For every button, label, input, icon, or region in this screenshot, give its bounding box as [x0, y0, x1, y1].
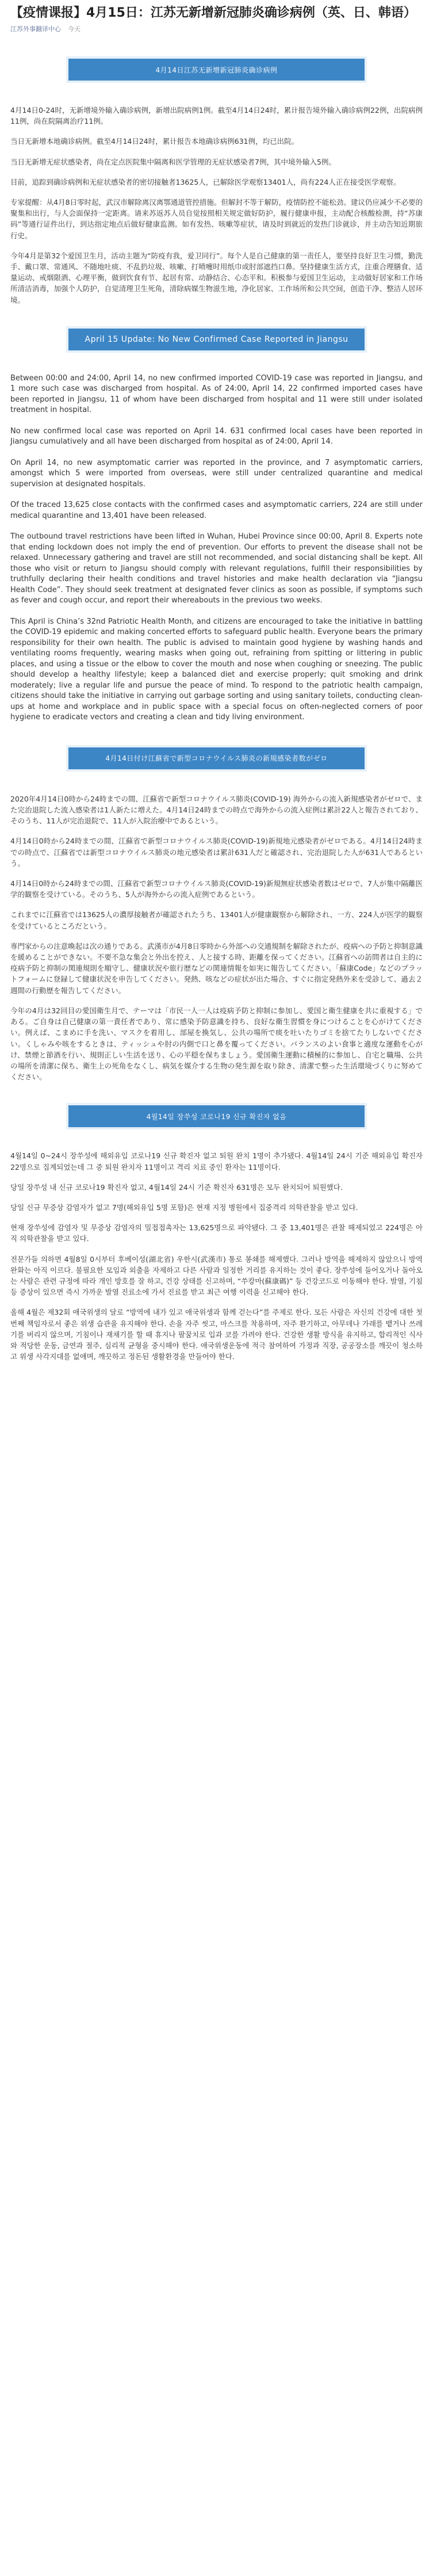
article-title: 【疫情课报】4月15日：江苏无新增新冠肺炎确诊病例（英、日、韩语）: [10, 6, 416, 20]
paragraph: 当日无新增本地确诊病例。截至4月14日24时，累计报告本地确诊病例631例，均已出院。: [10, 137, 299, 146]
paragraph: On April 14, no new asymptomatic carrier was reported in the province, and 7 asymptomatic carriers, amongst which 5 were imported from overseas, were still under centralized quarantine and medical supervision at designated hospitals.: [10, 458, 423, 489]
section-header-english: April 15 Update: No New Confirmed Case Reported in Jiangsu: [68, 329, 365, 350]
paragraph: 4월14일 0~24시 장쑤성에 해외유입 코로나19 신규 확진자 없고 퇴원 완치 1명이 추가됐다. 4월14일 24시 기준 해외유입 확진자 22명으로 집계되었는데 그 중 퇴원 완치자 11명이고 격리 치료 중인 환자는 11명이다.: [10, 1151, 423, 1171]
paragraph: 올해 4월은 제32회 애국위생의 달로 “방역에 내가 있고 애국위생과 함께 걷는다”를 주제로 한다. 모든 사람은 자신의 건강에 대한 첫 번째 책임자로서 좋은 위생 습관을 유지해야 한다. 손을 자주 씻고, 마스크를 착용하며, 자주 환기하고, 아무데나 가래를 뱉거나 쓰레기를 버리지 않으며, 기침이나 재채기를 할 때 휴지나 팔꿈치로 입과 코를 가려야 한다. 건강한 생활 방식을 유지하고, 합리적인 식사와 적당한 운동, 금연과 절주, 심리적 균형을 중시해야 한다. 애국위생운동에 적극 참여하여 가정과 직장, 공공장소를 깨끗이 청소하고 위생 사각지대를 없애며, 깨끗하고 정돈된 생활환경을 만들어야 한다.: [10, 1308, 423, 1361]
paragraph: No new confirmed local case was reported on April 14. 631 confirmed local cases have been reported in Jiangsu cumulatively and all have been discharged from hospital as of 24:00, April 14.: [10, 426, 423, 446]
publish-date: 今天: [68, 25, 81, 33]
paragraph: Of the traced 13,625 close contacts with the confirmed cases and asymptomatic carriers, 224 are still under medical quarantine and 13,401 have been released.: [10, 501, 423, 520]
paragraph: This April is China’s 32nd Patriotic Health Month, and citizens are encouraged to take the initiative in battling the COVID-19 epidemic and making concerted efforts to safeguard public health. Everyone bears the primary responsibility for their own health. The public is advised to maintain good hygiene by washing hands and ventilating rooms frequently, wearing masks when going out, refraining from spitting or littering in public places, and using a tissue or the elbow to cover the mouth and nose when coughing or sneezing. The public should develop a healthy lifestyle; keep a balanced diet and exercise properly; quit smoking and drink moderately; live a regular life and pursue the peace of mind. To respond to the patriotic health campaign, citizens should take the initiative in carrying out garbage sorting and using sanitary toilets, conducting clean-ups at home and workplace and in public space with a special focus on often-neglected corners of poor hygiene to eradicate vectors and creating a clean and tidy living environment.: [10, 617, 423, 722]
account-name-link[interactable]: 江苏外事翻译中心: [10, 25, 61, 33]
paragraph: 专家提醒：从4月8日零时起，武汉市解除离汉离鄂通道管控措施。但解封不等于解防，疫情防控不能松劲。建议仍应减少不必要的聚集和出行，与人会面保持一定距离。请来苏返苏人员自觉按照相关规定做好防护，履行健康申报，主动配合核酸检测，持“苏康码”等通行证件出行，到达指定地点后做好健康监测。如有发热、咳嗽等症状，请及时到就近的发热门诊就诊，并主动告知近期旅行史。: [10, 198, 423, 240]
paragraph: 2020年4月14日0時から24時までの間、江蘇省で新型コロナウイルス肺炎(COVID-19) 海外からの流入新規感染者がゼロで、また完治退院した流入感染者は1人新たに増えた。4月14日24時までの時点で海外からの流入症例は累計22人と報告されており、そのうち、11人が完治退院で、11人が入院治療中であるという。: [10, 794, 423, 826]
paragraph: 今年の4月は32回目の愛国衛生月で、テーマは「市民一人一人は疫病予防と抑制に参加し、愛国と衛生健康を共に重視する」である。ご自身は自己健康の第一責任者であり、常に感染予防意識を持ち、良好な衛生習慣を身につけることを心がけてください。例えば、こまめに手を洗い、マスクを着用し、部屋を換気し、公共の場所で痰を吐いたりゴミを捨てたりしないでください。くしゃみや咳をするときは、ティッシュや肘の内側で口と鼻を覆ってください。バランスのよい食事と適度な運動を心がけ、禁煙と節酒を行い、規則正しい生活を送り、心の平穏を保ちましょう。愛国衛生運動に積極的に参加し、自宅と職場、公共の場所を清潔に保ち、衛生上の死角をなくし、病気を媒介する生物の発生源を取り除き、清潔で整った生活環境づくりに努めてください。: [10, 1006, 423, 1082]
paragraph: 당일 장쑤성 내 신규 코로나19 확진자 없고, 4월14일 24시 기준 확진자 631명은 모두 완치되어 퇴원했다.: [10, 1182, 343, 1192]
paragraph: 현재 장쑤성에 감염자 및 무증상 감염자의 밀접접촉자는 13,625명으로 파악됐다. 그 중 13,401명은 관찰 해제되었고 224명은 아직 의학관찰을 받고 있다.: [10, 1223, 423, 1243]
paragraph: 当日无新增无症状感染者，尚在定点医院集中隔离和医学管理的无症状感染者7例，其中境外输入5例。: [10, 157, 336, 166]
paragraph: The outbound travel restrictions have been lifted in Wuhan, Hubei Province since 00:00, April 8. Experts note that ending lockdown does not imply the end of prevention. Our efforts to prevent the disease shall not be relaxed. Unnecessary gathering and travel are still not recommended, and social distancing shall be kept. All those who visit or return to Jiangsu should comply with relevant regulations, fulfill their responsibilities by truthfully declaring their health conditions and travel histories and make health declaration via “Jiangsu Health Code”. They should seek treatment at designated fever clinics as soon as possible, if symptoms such as fever and cough occur, and report their whereabouts in the previous two weeks.: [10, 532, 423, 605]
section-header-japanese: 4月14日付け江蘇省で新型コロナウイルス肺炎の新規感染者数がゼロ: [68, 747, 365, 769]
paragraph: これまでに江蘇省では13625人の濃厚接触者が確認されたうち、13401人が健康観察から解除され、一方、224人が医学的観察を受けているところだという。: [10, 910, 423, 930]
section-header-chinese: 4月14日江苏无新增新冠肺炎确诊病例: [68, 59, 365, 81]
paragraph: 目前，追踪到确诊病例和无症状感染者的密切接触者13625人，已解除医学观察13401人，尚有224人正在接受医学观察。: [10, 177, 401, 186]
section-header-korean: 4월14일 장쑤성 코로나19 신규 확진자 없음: [68, 1105, 365, 1127]
paragraph: 당일 신규 무증상 감염자가 없고 7명(해외유입 5명 포함)은 현재 지정 병원에서 집중격리 의학관찰을 받고 있다.: [10, 1203, 358, 1212]
article-meta: [10, 24, 423, 33]
paragraph: 전문가들 의하면 4월8일 0시부터 후베이성(湖北省) 우한시(武漢市) 통로 봉쇄를 해제했다. 그러나 방역을 해제하지 않았으니 방역 완화는 아직 이르다. 불필요한 모임과 외출을 자제하고 다른 사람과 일정한 거리를 유지하는 것이 좋다. 장쑤성에 들어오거나 돌아오는 사람은 관련 규정에 따라 개인 방호를 잘 하고, 건강 상태를 신고하며, “쑤캉마(蘇康碼)” 등 건강코드로 이동해야 한다. 발열, 기침 등 증상이 있으면 즉시 가까운 발열 진료소에 가서 진료를 받고 최근 여행 이력을 신고해야 한다.: [10, 1254, 423, 1297]
article: [0, 5, 433, 1362]
paragraph: 4月14日0時から24時までの間、江蘇省で新型コロナウイルス肺炎(COVID-19)新規無症状感染者数はゼロで、7人が集中隔離医学的観察を受けている。そのうち、5人が海外からの流入症例であるという。: [10, 879, 423, 899]
paragraph: 4月14日0-24时，无新增境外输入确诊病例，新增出院病例1例。截至4月14日24时，累计报告境外输入确诊病例22例，出院病例11例，尚在院隔离治疗11例。: [10, 106, 423, 126]
paragraph: 今年4月是第32个爱国卫生月，活动主题为“防疫有我，爱卫同行”。每个人是自己健康的第一责任人，要坚持良好卫生习惯，勤洗手、戴口罩、常通风、不随地吐痰、不乱扔垃圾、咳嗽、打喷嚏时用纸巾或肘部遮挡口鼻。坚持健康生活方式，注重合理膳食、适量运动、戒烟限酒、心理平衡，做到饮食有节、起居有常、动静结合、心态平和。积极参与爱国卫生运动，主动做好居家和工作场所清洁消毒，加强个人防护，自觉清理卫生死角，清除病媒生物滋生地，净化居家、工作场所和公共空间，创造干净、整洁人居环境。: [10, 251, 423, 304]
paragraph: 4月14日0時から24時までの間、江蘇省で新型コロナウイルス肺炎(COVID-19)新規地元感染者がゼロである。4月14日24時までの時点で、江蘇省では新型コロナウイルス肺炎の地元感染者は累計631人だと確認され、完治退院した人が631人であるという。: [10, 837, 423, 868]
paragraph: 専門家からの注意喚起は次の通りである。武漢市が4月8日零時から外部への交通規制を解除されたが、疫病への予防と抑制意識を緩めることができない。不要不急な集会と外出を控え、人と接する時、距離を保ってください。江蘇省への訪問者は自主的に疫病予防と抑制の関連規則を順守し、健康状況や旅行歴などの関連情報を如実に報告してください。「蘇康Code」などのプラットフォームに登録して健康状況を申告してください。発熱、咳などの症状が出た場合、すぐに指定発熱外来を受診して、過去２週間の行動歴を報告してください。: [10, 941, 423, 995]
paragraph: Between 00:00 and 24:00, April 14, no new confirmed imported COVID-19 case was reported in Jiangsu, and 1 more such case was discharged from hospital. As of 24:00, April 14, 22 confirmed imported cases have been reported in Jiangsu, 11 of whom have been discharged from hospital and 11 were still under isolated treatment in hospital.: [10, 373, 423, 415]
